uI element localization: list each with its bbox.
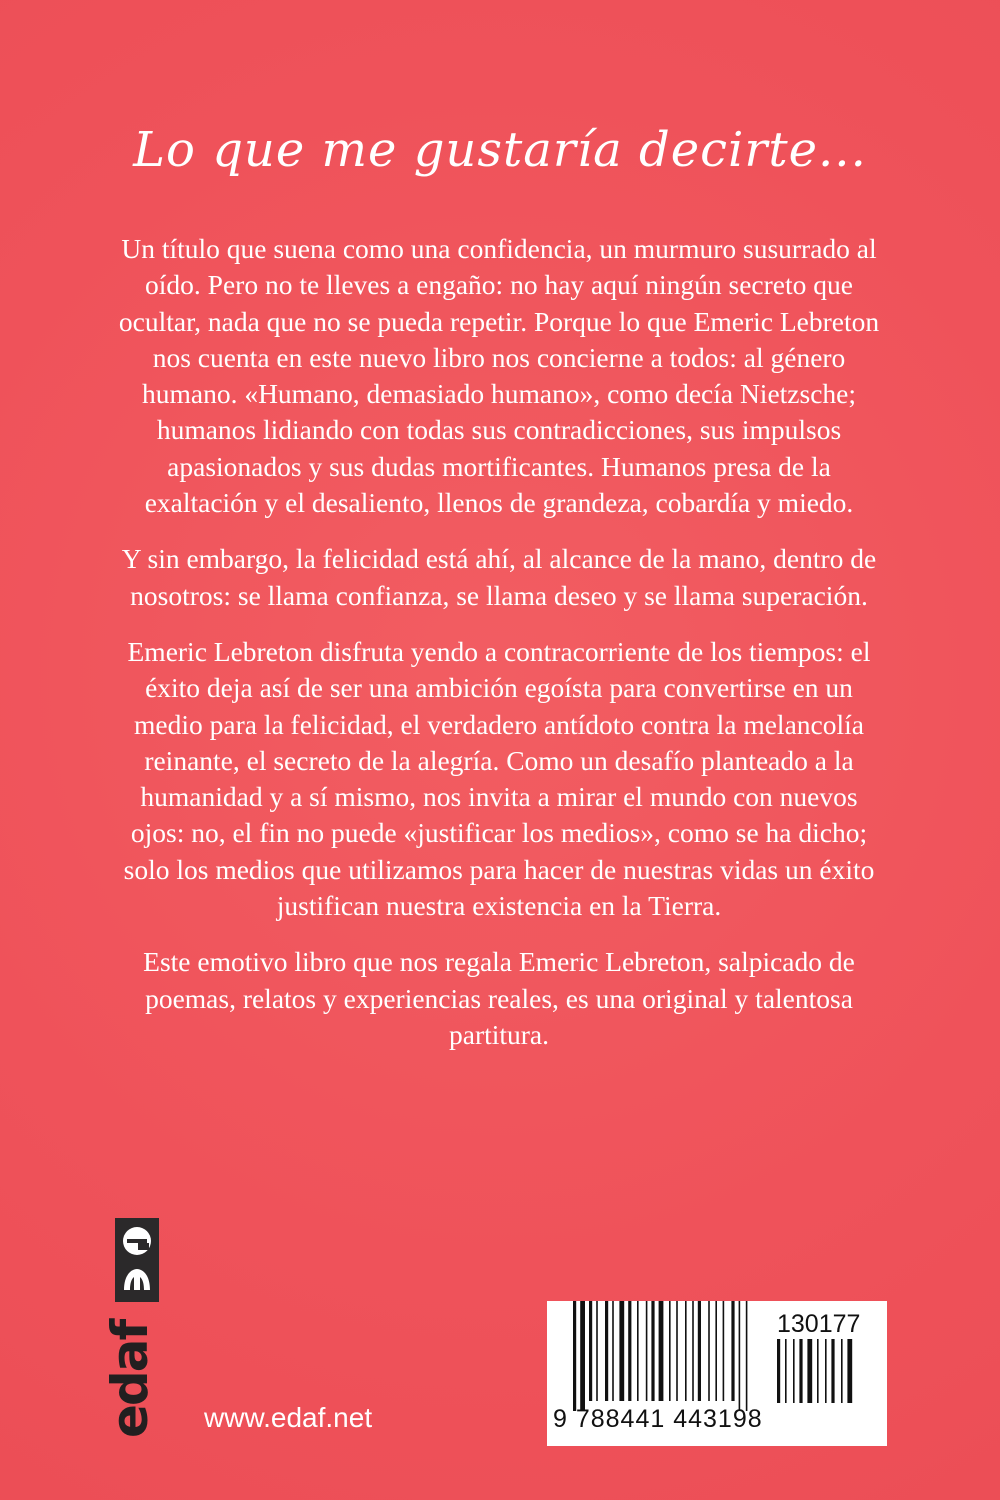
barcode-bar: [739, 1301, 741, 1411]
barcode-bar: [580, 1301, 585, 1411]
publisher-wordmark: edaf: [101, 1320, 159, 1438]
barcode-bar: [723, 1301, 725, 1401]
barcode-bar: [589, 1301, 592, 1401]
barcode-bar: [708, 1301, 710, 1401]
synopsis-paragraph-2: Y sin embargo, la felicidad está ahí, al alcance de la mano, dentro de nosotros: se llama confianza, se llama deseo y se llama superación.: [121, 543, 877, 611]
barcode-bar: [698, 1301, 701, 1401]
barcode-bar: [685, 1301, 687, 1401]
barcode-addon-bar: [777, 1339, 780, 1403]
edaf-logo-icon: [115, 1218, 159, 1302]
publisher-website: www.edaf.net: [204, 1402, 373, 1433]
barcode-bar: [731, 1301, 734, 1401]
barcode-bar: [637, 1301, 639, 1401]
logo-m-stem: [134, 1276, 140, 1290]
barcode-bar: [596, 1301, 598, 1401]
publisher-logo: [103, 1218, 163, 1440]
barcode-bar: [669, 1301, 671, 1401]
barcode-bar: [692, 1301, 694, 1401]
barcode-bar: [746, 1301, 748, 1411]
barcode-addon-bar: [847, 1339, 852, 1403]
barcode-bar: [651, 1301, 654, 1401]
barcode-addon-bar: [807, 1339, 812, 1403]
barcode-bar: [646, 1301, 648, 1401]
barcode-addon-number: 130177: [777, 1310, 861, 1338]
barcode-addon-bar: [793, 1339, 795, 1403]
barcode-bar: [676, 1301, 678, 1401]
synopsis-paragraph-1: Un título que suena como una confidencia, un murmuro susurrado al oído. Pero no te lleves a engaño: no hay aquí ningún secreto que ocultar, nada que no se pueda repetir. Porque lo que Emeric Lebreton nos cuenta en este nuevo libro nos concierne a todos: al género humano. «Humano, demasiado humano», como decía Nietzsche; humanos lidiando con todas sus contradicciones, sus impulsos apasionados y sus dudas mortificantes. Humanos presa de la exaltación y el desaliento, llenos de grandeza, cobardía y miedo.: [118, 233, 880, 519]
edaf-logo-graphic: [115, 1218, 159, 1302]
logo-e-bar: [127, 1239, 147, 1243]
barcode-addon-bar: [817, 1339, 819, 1403]
barcode-bar: [612, 1301, 614, 1401]
barcode-addon-bar: [831, 1339, 834, 1403]
page-title: Lo que me gustaría decirte...: [133, 122, 867, 178]
barcode-bar: [659, 1301, 664, 1401]
synopsis-paragraph-4: Este emotivo libro que nos regala Emeric Lebreton, salpicado de poemas, relatos y experiencias reales, es una original y talentosa partitura.: [143, 946, 855, 1050]
isbn-barcode: [547, 1301, 887, 1446]
barcode-addon-bar: [841, 1339, 843, 1403]
barcode-bar: [573, 1301, 576, 1411]
barcode-bar: [715, 1301, 717, 1401]
barcode-addon-bar: [799, 1339, 802, 1403]
barcode-addon-bar: [825, 1339, 827, 1403]
logo-e-opening: [138, 1243, 149, 1250]
barcode-bar: [605, 1301, 608, 1401]
barcode-bar: [628, 1301, 631, 1401]
synopsis: [112, 231, 886, 1073]
synopsis-paragraph-3: Emeric Lebreton disfruta yendo a contracorriente de los tiempos: el éxito deja así de ser una ambición egoísta para convertirse en un medio para la felicidad, el verdadero antídoto contra la melancolía reinante, el secreto de la alegría. Como un desafío planteado a la humanidad y a sí mismo, nos invita a mirar el mundo con nuevos ojos: no, el fin no puede «justificar los medios», como se ha dicho; solo los medios que utilizamos para hacer de nuestras vidas un éxito justifican nuestra existencia en la Tierra.: [123, 635, 875, 922]
barcode-isbn-number: 9 788441 443198: [553, 1405, 763, 1433]
barcode-bar: [619, 1301, 624, 1401]
barcode-addon-bar: [785, 1339, 787, 1403]
